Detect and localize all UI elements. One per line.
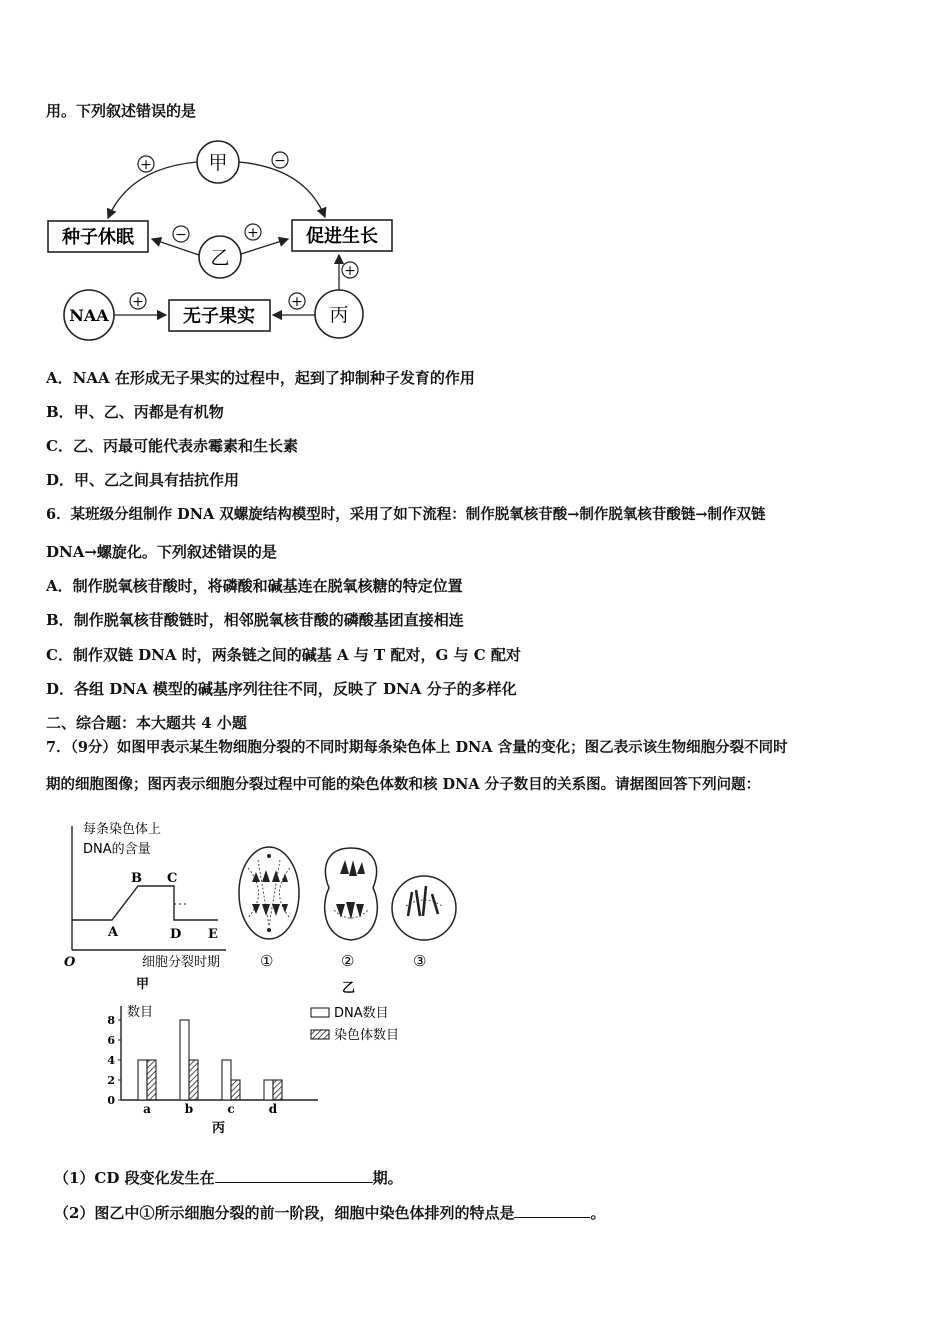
jia-xlabel: 细胞分裂时期 bbox=[142, 955, 221, 970]
q5-option-a: A．NAA 在形成无子果实的过程中，起到了抑制种子发育的作用 bbox=[46, 369, 475, 387]
y-tick-label: 8 bbox=[107, 1014, 115, 1027]
yi-caption: 乙 bbox=[342, 981, 356, 996]
sign-naa-seedless bbox=[130, 293, 146, 310]
sign-jia-dormancy bbox=[138, 156, 154, 173]
svg-text:+: + bbox=[291, 294, 303, 310]
cell-3-label: ③ bbox=[413, 952, 427, 970]
category-label-b: b bbox=[184, 1102, 194, 1116]
point-c: C bbox=[167, 871, 178, 886]
figure-yi bbox=[236, 846, 466, 996]
jia-label: 甲 bbox=[208, 152, 228, 174]
y-tick-label: 0 bbox=[107, 1094, 115, 1107]
q6-option-a: A．制作脱氧核苷酸时，将磷酸和碱基连在脱氧核糖的特定位置 bbox=[46, 577, 463, 595]
origin-label: O bbox=[64, 955, 76, 970]
jia-caption: 甲 bbox=[136, 977, 150, 992]
dna-bar-a bbox=[138, 1060, 147, 1100]
point-b: B bbox=[131, 871, 142, 886]
section-heading: 二、综合题：本大题共 4 小题 bbox=[46, 714, 247, 732]
svg-text:+: + bbox=[140, 157, 152, 173]
q6-option-d: D．各组 DNA 模型的碱基序列往往不同，反映了 DNA 分子的多样化 bbox=[46, 680, 517, 698]
q6-stem-line1: 6．某班级分组制作 DNA 双螺旋结构模型时，采用了如下流程：制作脱氧核苷酸→制作脱氧核苷酸链→制作双链 bbox=[46, 506, 766, 523]
chromosome-bar-a bbox=[147, 1060, 156, 1100]
answer-blank-2[interactable] bbox=[514, 1202, 590, 1218]
cell-1 bbox=[239, 847, 299, 939]
dna-content-line bbox=[72, 886, 218, 920]
cell-2 bbox=[325, 848, 378, 940]
chromosome-bar-b bbox=[189, 1060, 198, 1100]
point-d: D bbox=[170, 927, 182, 942]
svg-text:−: − bbox=[175, 227, 187, 243]
q7-stem-line1: 7．（9分）如图甲表示某生物细胞分裂的不同时期每条染色体上 DNA 含量的变化；图乙表示该生物细胞分裂不同时 bbox=[46, 739, 788, 756]
dna-bar-b bbox=[180, 1020, 189, 1100]
bing-ylabel: 数目 bbox=[127, 1005, 154, 1020]
cell-2-label: ② bbox=[341, 952, 355, 970]
question-intro-tail: 用。下列叙述错误的是 bbox=[46, 102, 197, 120]
chromosome-bar-c bbox=[231, 1080, 240, 1100]
seedless-label: 无子果实 bbox=[183, 306, 255, 327]
svg-text:+: + bbox=[344, 263, 356, 279]
legend-chromosome-swatch bbox=[311, 1030, 329, 1039]
category-label-d: d bbox=[268, 1102, 278, 1116]
q7-sub1: （1）CD 段变化发生在 期。 bbox=[54, 1169, 403, 1187]
figure-jia bbox=[60, 818, 250, 996]
dna-bar-d bbox=[264, 1080, 273, 1100]
svg-text:+: + bbox=[132, 294, 144, 310]
q5-option-b: B．甲、乙、丙都是有机物 bbox=[46, 403, 224, 421]
svg-text:−: − bbox=[274, 153, 286, 169]
category-label-c: c bbox=[227, 1102, 235, 1116]
jia-ylabel-1: 每条染色体上 bbox=[83, 822, 162, 837]
legend-dna-swatch bbox=[311, 1008, 329, 1017]
svg-text:+: + bbox=[247, 225, 259, 241]
q6-option-c: C．制作双链 DNA 时，两条链之间的碱基 A 与 T 配对，G 与 C 配对 bbox=[46, 646, 521, 664]
hormone-diagram bbox=[40, 138, 410, 348]
q7-sub2: （2）图乙中①所示细胞分裂的前一阶段，细胞中染色体排列的特点是 。 bbox=[54, 1204, 606, 1222]
jia-ylabel-2: DNA的含量 bbox=[83, 842, 151, 857]
naa-label: NAA bbox=[69, 306, 109, 325]
point-e: E bbox=[208, 927, 218, 942]
bing-label: 丙 bbox=[329, 304, 349, 326]
q5-option-d: D．甲、乙之间具有拮抗作用 bbox=[46, 471, 240, 489]
q6-option-b: B．制作脱氧核苷酸链时，相邻脱氧核苷酸的磷酸基团直接相连 bbox=[46, 611, 464, 629]
q7-stem-line2: 期的细胞图像；图丙表示细胞分裂过程中可能的染色体数和核 DNA 分子数目的关系图。请据图回答下列问题： bbox=[46, 776, 761, 793]
sign-bing-seedless bbox=[289, 293, 305, 310]
sign-yi-dormancy bbox=[173, 226, 189, 243]
sign-bing-growth bbox=[342, 262, 358, 279]
growth-label: 促进生长 bbox=[306, 226, 378, 247]
q5-option-c: C．乙、丙最可能代表赤霉素和生长素 bbox=[46, 437, 298, 455]
sign-jia-growth bbox=[272, 152, 288, 169]
figure-bing-chart bbox=[100, 996, 440, 1142]
dormancy-label: 种子休眠 bbox=[62, 227, 134, 248]
cell-3 bbox=[392, 876, 456, 940]
dna-bar-c bbox=[222, 1060, 231, 1100]
chromosome-bar-d bbox=[273, 1080, 282, 1100]
answer-blank-1[interactable] bbox=[215, 1167, 373, 1183]
legend-dna-label: DNA数目 bbox=[334, 1006, 389, 1021]
category-label-a: a bbox=[143, 1102, 151, 1116]
point-a: A bbox=[108, 925, 119, 940]
legend-chromosome-label: 染色体数目 bbox=[334, 1028, 400, 1043]
y-tick-label: 2 bbox=[107, 1074, 115, 1087]
bing-caption: 丙 bbox=[212, 1121, 226, 1136]
q6-stem-line2: DNA→螺旋化。下列叙述错误的是 bbox=[46, 543, 277, 561]
y-tick-label: 4 bbox=[107, 1054, 115, 1067]
sign-yi-growth bbox=[245, 224, 261, 241]
cell-1-label: ① bbox=[260, 952, 274, 970]
y-tick-label: 6 bbox=[107, 1034, 115, 1047]
yi-label: 乙 bbox=[210, 247, 230, 269]
